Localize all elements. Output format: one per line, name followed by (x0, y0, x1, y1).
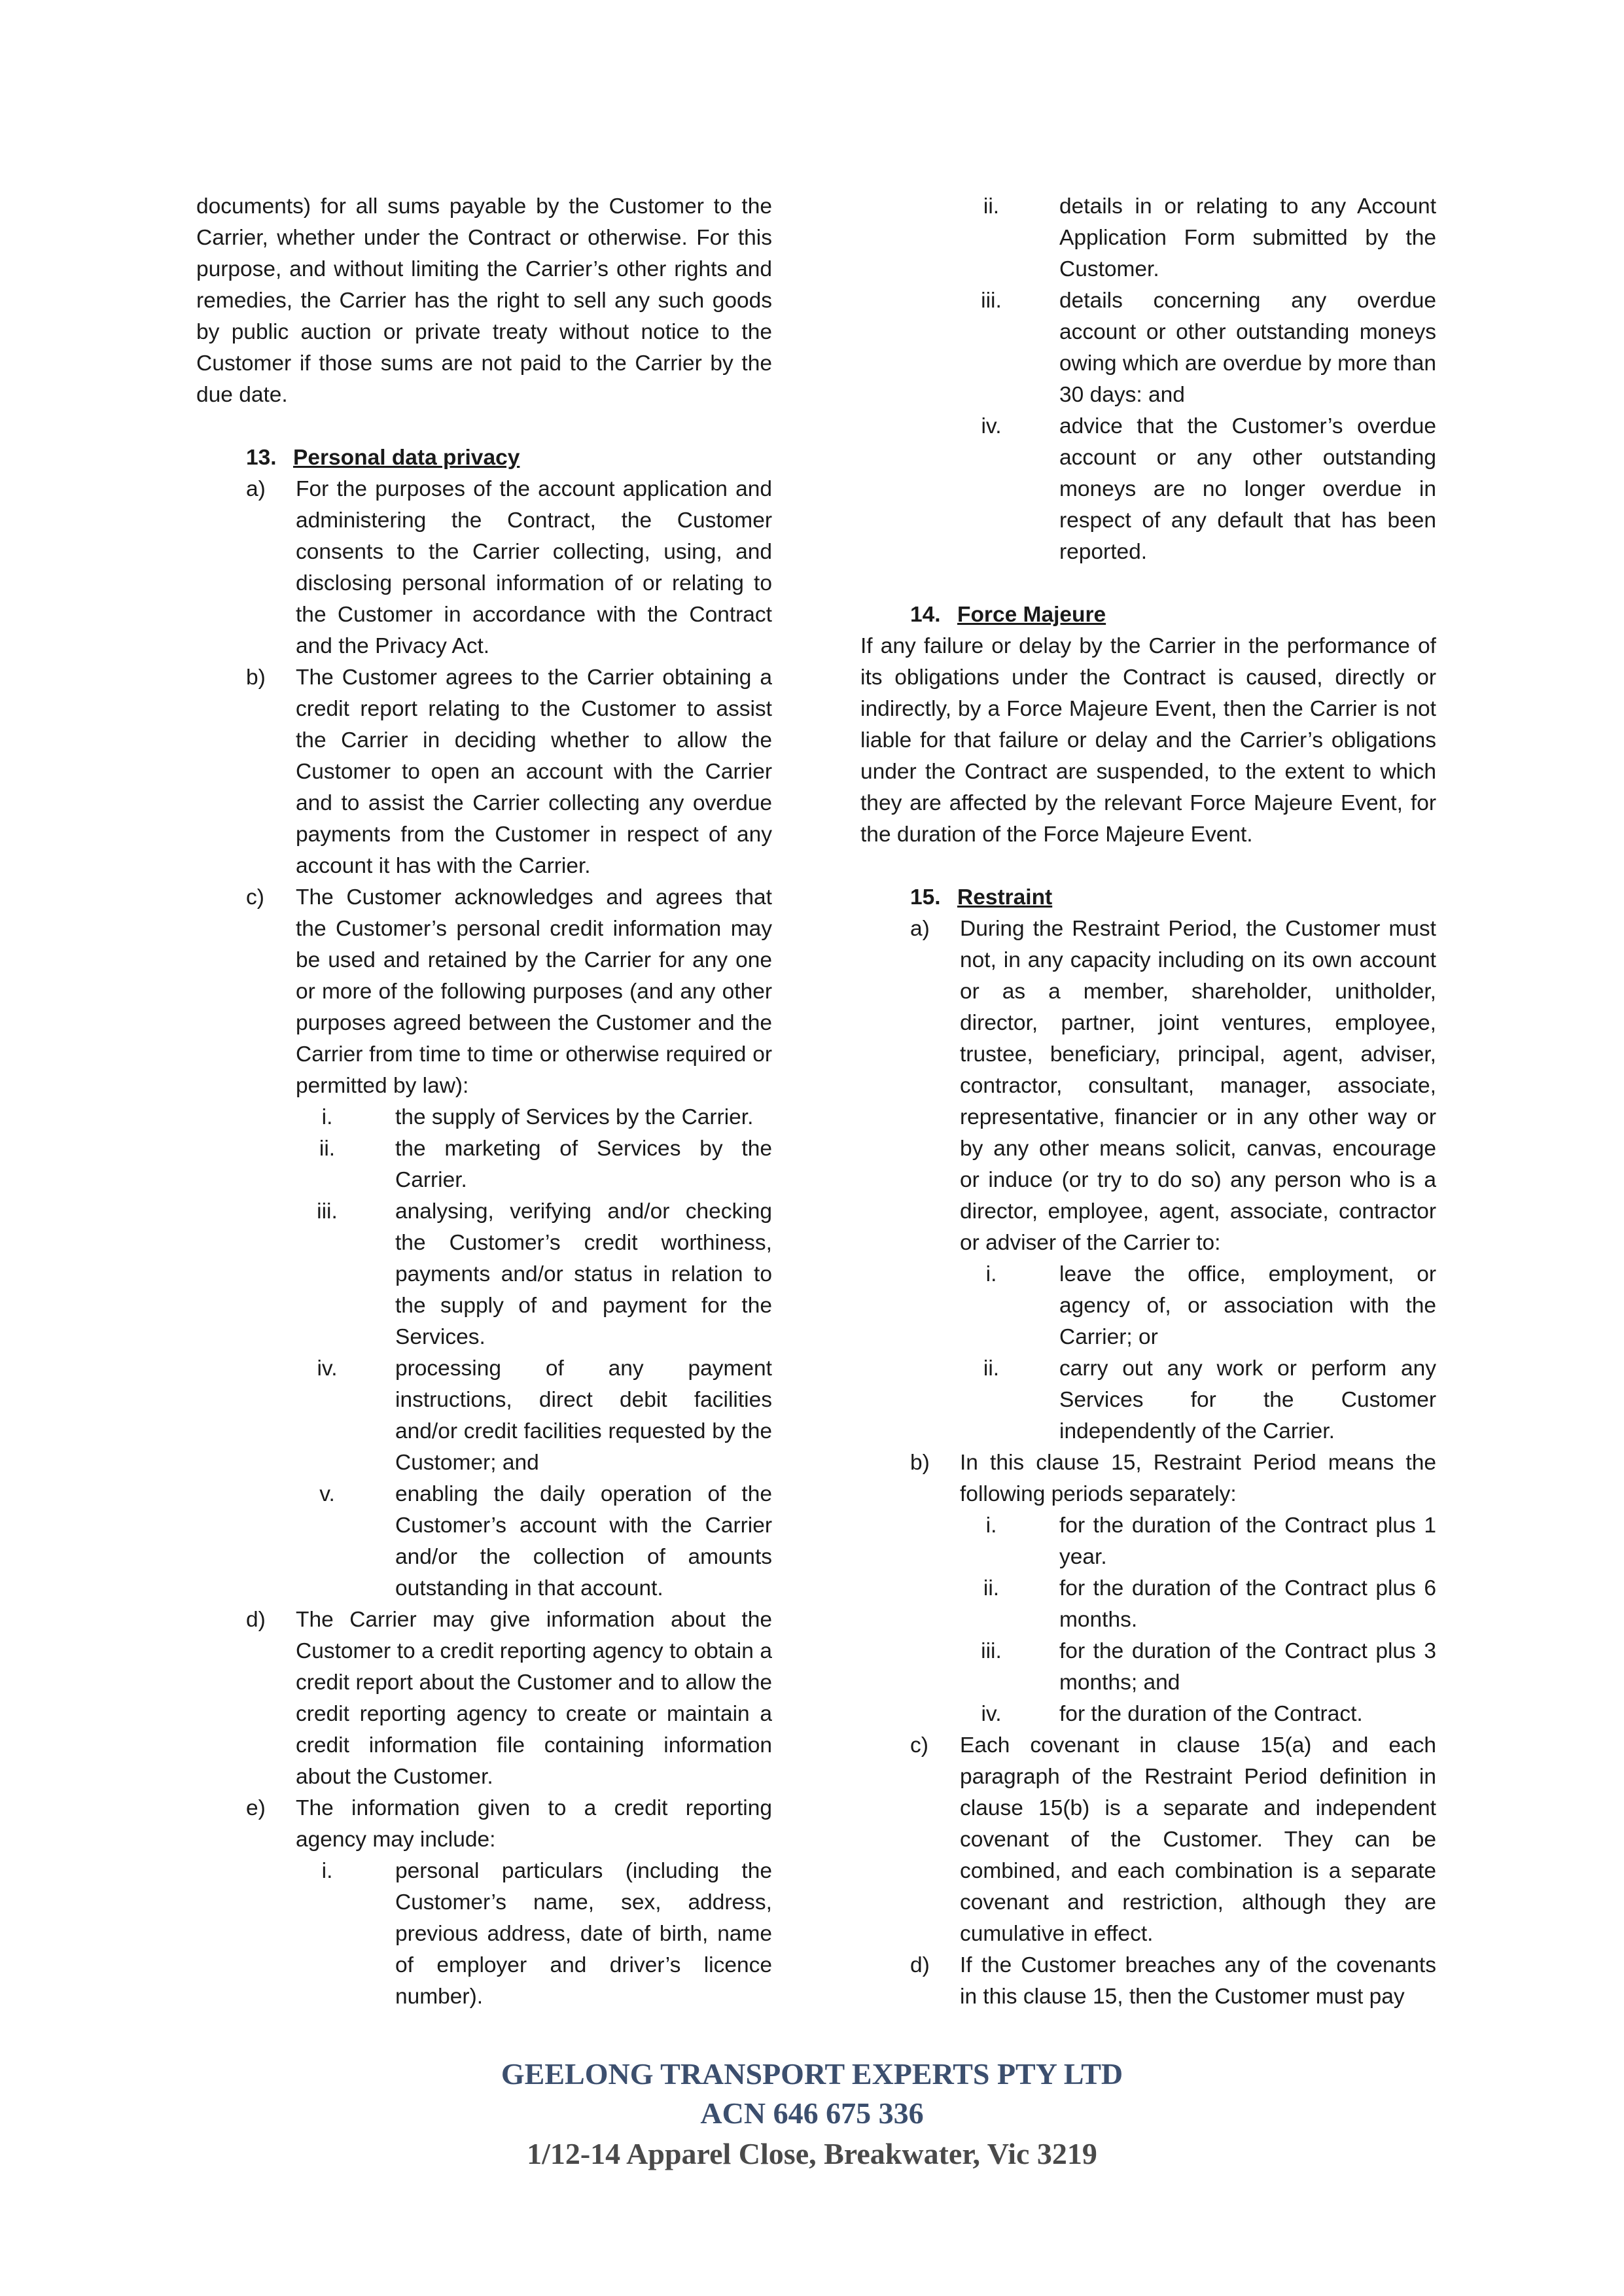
clause-13e-ii: ii. details in or relating to any Account Application Form submitted by the Customer. (983, 194, 1436, 281)
section-number: 14. (910, 603, 941, 627)
section-15-heading (860, 882, 1436, 913)
clause-13c-iv: iv. processing of any payment instructions, direct debit facilities and/or credit facilities requested by the Customer; and (317, 1356, 772, 1475)
clause-15a-i: i. leave the office, employment, or agency of, or association with the Carrier; or (985, 1262, 1436, 1349)
clause-13c-i: i. the supply of Services by the Carrier. (321, 1105, 754, 1129)
clause-15b-iv: iv. for the duration of the Contract. (981, 1702, 1363, 1726)
clause-13d: d) The Carrier may give information about the Customer to a credit reporting agency to obtain a credit report about the Customer and to allow the credit reporting agency to create or maintain a credit information file containing information about the Customer. (246, 1608, 772, 1789)
footer-company-name: GEELONG TRANSPORT EXPERTS PTY LTD (501, 2057, 1123, 2091)
clause-13c-v: v. enabling the daily operation of the Customer’s account with the Carrier and/or the collection of amounts outstanding in that account. (319, 1482, 772, 1600)
clause-13e-i: i. personal particulars (including the Customer’s name, sex, address, previous address, date of birth, name of employer and driver’s licence number). (321, 1859, 772, 2009)
clause-13b: b) The Customer agrees to the Carrier obtaining a credit report relating to the Customer to assist the Carrier in deciding whether to allow the Customer to open an account with the Carrier and to assist the Carrier collecting any overdue payments from the Customer in respect of any account it has with the Carrier. (246, 665, 772, 878)
section-title: Force Majeure (957, 603, 1106, 627)
clause-15b-ii: ii. for the duration of the Contract plus 6 months. (983, 1576, 1436, 1632)
clause-13c-iii: iii. analysing, verifying and/or checking the Customer’s credit worthiness, payments and/or status in relation to the supply of and payment for the Services. (317, 1199, 772, 1349)
footer-acn: ACN 646 675 336 (700, 2096, 924, 2130)
left-column (196, 191, 772, 2013)
clause-15b: b) In this clause 15, Restraint Period means the following periods separately: (910, 1451, 1436, 1506)
clause-15d: d) If the Customer breaches any of the covenants in this clause 15, then the Customer must pay (910, 1953, 1436, 2009)
clause-13e-iv: iv. advice that the Customer’s overdue account or any other outstanding moneys are no longer overdue in respect of any default that has been reported. (981, 414, 1436, 564)
clause-13a: a) For the purposes of the account application and administering the Contract, the Customer consents to the Carrier collecting, using, and disclosing personal information of or relating to the Customer in accordance with the Contract and the Privacy Act. (246, 477, 772, 658)
clause-15b-iii: iii. for the duration of the Contract plus 3 months; and (981, 1639, 1436, 1695)
section-number: 13. (246, 446, 277, 470)
footer-address: 1/12-14 Apparel Close, Breakwater, Vic 3219 (527, 2137, 1097, 2170)
section-number: 15. (910, 885, 941, 910)
section-title: Personal data privacy (293, 446, 520, 470)
clause-13e: e) The information given to a credit reporting agency may include: (246, 1796, 772, 1852)
clause-15b-i: i. for the duration of the Contract plus 1 year. (985, 1513, 1436, 1569)
section-14-body: If any failure or delay by the Carrier in the performance of its obligations under the Contract is caused, directly or indirectly, by a Force Majeure Event, then the Carrier is not liable for that failure or delay and the Carrier’s obligations under the Contract are suspended, to the extent to which they are affected by the relevant Force Majeure Event, for the duration of the Force Majeure Event. (860, 634, 1436, 847)
clause-15a-ii: ii. carry out any work or perform any Services for the Customer independently of the Carrier. (983, 1356, 1436, 1443)
clause-13e-iii: iii. details concerning any overdue account or other outstanding moneys owing which are overdue by more than 30 days: and (981, 289, 1436, 407)
clause-15a: a) During the Restraint Period, the Customer must not, in any capacity including on its own account or as a member, shareholder, unitholder, director, partner, joint ventures, employee, trustee, beneficiary, principal, agent, adviser, contractor, consultant, manager, associate, representative, financier or in any other way or by any other means solicit, canvas, encourage or induce (or try to do so) any person who is a director, employee, agent, associate, contractor or adviser of the Carrier to: (910, 917, 1436, 1255)
clause-13c: c) The Customer acknowledges and agrees that the Customer’s personal credit information may be used and retained by the Carrier for any one or more of the following purposes (and any other purposes agreed between the Customer and the Carrier from time to time or otherwise required or permitted by law): (246, 885, 772, 1098)
right-column (860, 191, 1436, 2013)
section-13-heading (196, 442, 772, 474)
clause-15c: c) Each covenant in clause 15(a) and each paragraph of the Restraint Period definition in clause 15(b) is a separate and independent covenant of the Customer. They can be combined, and each combination is a separate covenant and restriction, although they are cumulative in effect. (910, 1733, 1436, 1946)
section-14-heading (860, 599, 1436, 631)
clause-13c-ii: ii. the marketing of Services by the Carrier. (319, 1137, 772, 1192)
section-title: Restraint (957, 885, 1053, 910)
intro-paragraph: documents) for all sums payable by the Customer to the Carrier, whether under the Contract or otherwise. For this purpose, and without limiting the Carrier’s other rights and remedies, the Carrier has the right to sell any such goods by public auction or private treaty without notice to the Customer if those sums are not paid to the Carrier by the due date. (196, 194, 772, 407)
